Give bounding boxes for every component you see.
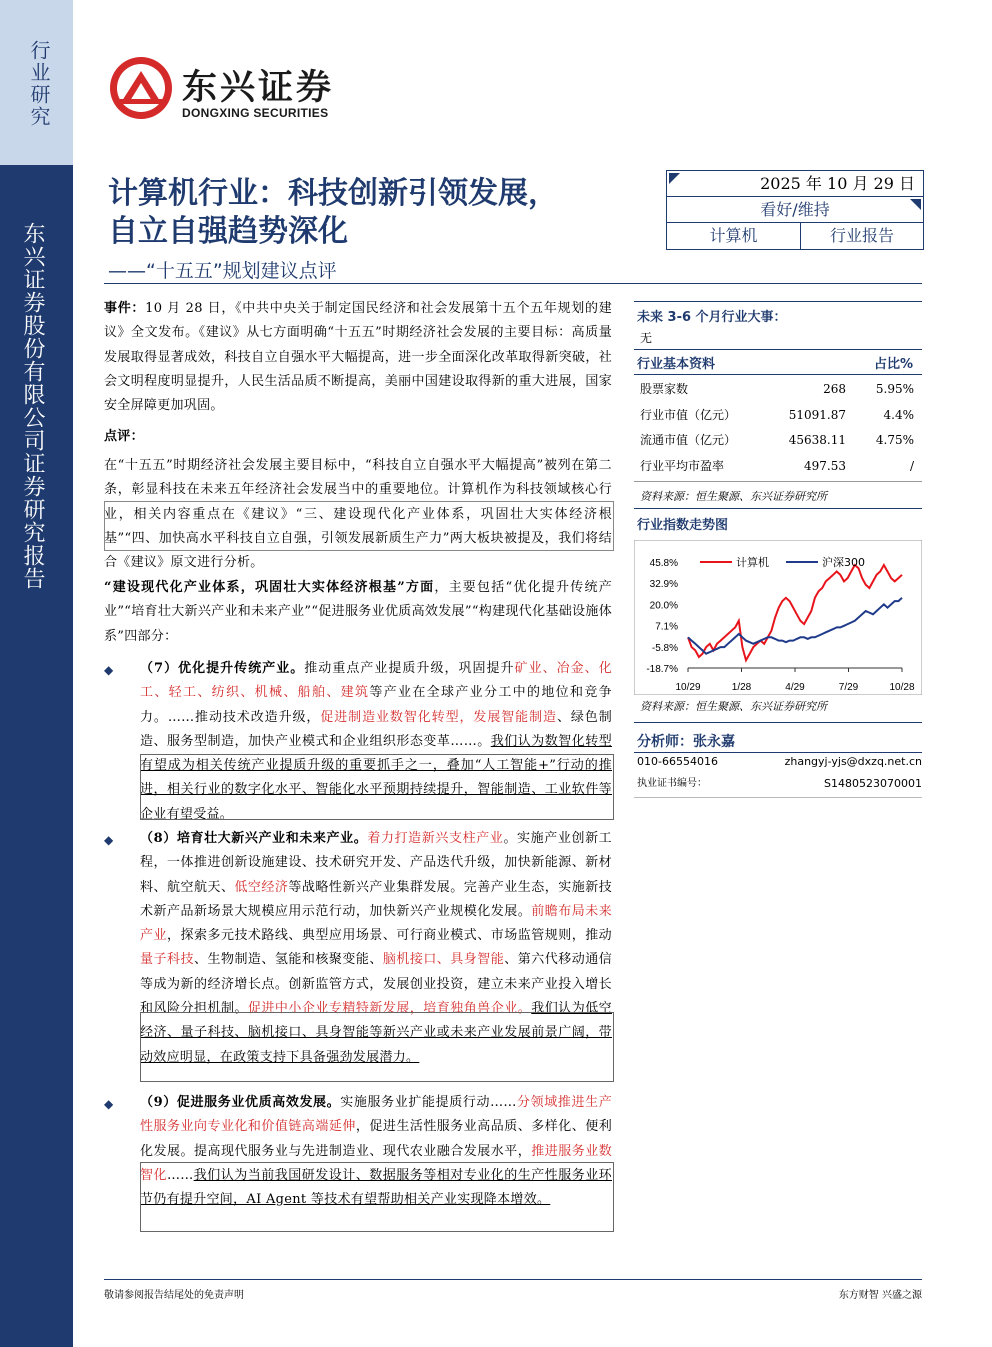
legend-label: 沪深300	[822, 556, 865, 569]
y-tick-label: 32.9%	[649, 579, 678, 591]
basic-row-label: 股票家数	[640, 382, 689, 396]
footer-disclaimer: 敬请参阅报告结尾处的免责声明	[104, 1290, 244, 1301]
x-tick-label: 10/29	[675, 682, 701, 693]
events-title: 未来 3-6 个月行业大事：	[637, 310, 787, 325]
header-divider	[104, 283, 922, 284]
basic-row-label: 行业市值（亿元）	[640, 407, 737, 422]
y-tick-label: 45.8%	[649, 558, 678, 569]
report-title-line1: 计算机行业：科技创新引领发展，	[108, 176, 558, 211]
company-logo-icon	[108, 55, 174, 121]
y-tick-label: -18.7%	[646, 664, 678, 675]
logo-cn-text: 东兴证券	[182, 68, 335, 108]
footer-slogan: 东方财智 兴盛之源	[838, 1290, 922, 1301]
analyst-email[interactable]: zhangyj-yjs@dxzq.net.cn	[784, 755, 922, 768]
paragraph-1: 在“十五五”时期经济社会发展主要目标中，“科技自立自强水平大幅提高”被列在第二条，彰显科技在未来五年经济社会发展当中的重要地位。计算机作为科技领域核心行业，相关内容重点在《建议》“三、建设现代化产业体系，巩固壮大实体经济根基”“四、加快高水平科技自立自强，引领发展新质生产力”两大板块被提及，我们将结合《建议》原文进行分析。	[104, 458, 612, 571]
right-divider	[634, 349, 922, 350]
basic-row-ratio: 5.95%	[875, 382, 914, 396]
bullet-icon: ◆	[104, 1097, 114, 1111]
basic-row-value: 51091.87	[788, 407, 846, 422]
x-tick-label: 10/28	[889, 682, 915, 693]
highlight-box	[140, 754, 614, 820]
x-tick-label: 7/29	[838, 682, 859, 693]
footer-divider	[104, 1279, 922, 1280]
basic-row-label: 行业平均市盈率	[640, 458, 725, 473]
right-divider	[634, 374, 922, 375]
info-box	[666, 170, 924, 250]
basic-row-value: 268	[823, 382, 846, 396]
basic-row-ratio: 4.75%	[875, 433, 914, 447]
analyst-title: 分析师：张永嘉	[637, 734, 735, 750]
industry-tag: 计算机	[667, 223, 801, 249]
x-tick-label: 4/29	[785, 682, 805, 693]
right-divider	[634, 508, 922, 509]
comment-label: 点评：	[104, 429, 144, 444]
sidebar-top-label: 行业研究	[27, 40, 51, 128]
y-tick-label: 7.1%	[655, 621, 678, 633]
highlight-box	[104, 501, 614, 551]
right-divider	[634, 301, 922, 302]
rating-badge: 看好/维持	[667, 197, 923, 223]
source-note: 资料来源：恒生聚源、东兴证券研究所	[640, 700, 827, 713]
ratio-header: 占比%	[874, 357, 914, 372]
basic-row-label: 流通市值（亿元）	[640, 433, 737, 447]
basic-info-title: 行业基本资料	[637, 357, 716, 372]
report-title-line2: 自立自强趋势深化	[108, 214, 348, 249]
cert-number: S1480523070001	[824, 777, 922, 790]
bullet-icon: ◆	[104, 833, 114, 847]
basic-row-ratio: 4.4%	[883, 407, 914, 422]
cert-label: 执业证书编号：	[637, 778, 707, 789]
report-date: 2025 年 10 月 29 日	[667, 171, 923, 197]
basic-row-value: 45638.11	[788, 433, 846, 447]
logo-en-text: DONGXING SECURITIES	[182, 106, 329, 120]
source-note: 资料来源：恒生聚源、东兴证券研究所	[640, 490, 827, 503]
bullet-icon: ◆	[104, 663, 114, 677]
right-divider	[634, 481, 922, 482]
event-paragraph: 事件：10 月 28 日，《中共中央关于制定国民经济和社会发展第十五个五年规划的建议》全文发布。《建议》从七方面明确“十五五”时期经济社会发展的主要目标：高质量发展取得显著成效，科技自立自强水平大幅提高，进一步全面深化改革取得新突破，社会文明程度明显提升，人民生活品质不断提高，美丽中国建设取得新的重大进展，国家安全屏障更加巩固。	[104, 301, 612, 414]
basic-row-value: 497.53	[804, 458, 846, 473]
y-tick-label: 20.0%	[649, 600, 678, 612]
events-value: 无	[640, 331, 653, 345]
y-tick-label: -5.8%	[651, 642, 678, 654]
basic-row-ratio: /	[909, 458, 914, 473]
x-tick-label: 1/28	[731, 682, 752, 693]
report-type-tag: 行业报告	[829, 226, 894, 245]
bullet-7: （7）优化提升传统产业。推动重点产业提质升级，巩固提升矿业、冶金、化工、轻工、纺织、机械、船舶、建筑等产业在全球产业分工中的地位和竞争力。……推动技术改造升级，促进制造业数智化转型，发展智能制造、绿色制造、服务型制造，加快产业模式和企业组织形态变革……。我们认为数智化转型有望成为相关传统产业提质升级的重要抓手之一，叠加“人工智能+”行动的推进，相关行业的数字化水平、智能化水平预期持续提升，智能制造、工业软件等企业有望受益。	[140, 661, 612, 822]
bullet-8: （8）培育壮大新兴产业和未来产业。着力打造新兴支柱产业。实施产业创新工程，一体推进创新设施建设、技术研究开发、产品迭代升级，加快新能源、新材料、航空航天、低空经济等战略性新兴产业集群发展。完善产业生态，实施新技术新产品新场景大规模应用示范行动，加快新兴产业规模化发展。前瞻布局未来产业，探索多元技术路线、典型应用场景、可行商业模式、市场监管规则，推动量子科技、生物制造、氢能和核聚变能、脑机接口、具身智能、第六代移动通信等成为新的经济增长点。创新监管方式，发展创业投资，建立未来产业投入增长和风险分担机制。促进中小企业专精特新发展，培育独角兽企业。我们认为低空经济、量子科技、脑机接口、具身智能等新兴产业或未来产业发展前景广阔，带动效应明显，在政策支持下具备强劲发展潜力。	[140, 831, 613, 1065]
corner-triangle-icon	[910, 199, 921, 210]
right-divider	[634, 722, 922, 723]
bullet-9: （9）促进服务业优质高效发展。实施服务业扩能提质行动……分领域推进生产性服务业向专业化和价值链高端延伸，促进生活性服务业高品质、多样化、便利化发展。提高现代服务业与先进制造业、现代农业融合发展水平，推进服务业数智化……我们认为当前我国研发设计、数据服务等相对专业化的生产性服务业环节仍有提升空间，AI Agent 等技术有望帮助相关产业实现降本增效。	[140, 1095, 613, 1208]
index-trend-chart	[634, 540, 922, 695]
paragraph-2: “建设现代化产业体系，巩固壮大实体经济根基”方面，主要包括“优化提升传统产业”“培育壮大新兴产业和未来产业”“促进服务业优质高效发展”“构建现代化基础设施体系”四部分：	[104, 580, 613, 644]
sidebar-main-label: 东兴证券股份有限公司证券研究报告	[20, 222, 45, 590]
chart-title: 行业指数走势图	[637, 518, 729, 533]
legend-label: 计算机	[736, 556, 769, 569]
right-divider	[634, 797, 922, 798]
analyst-phone: 010-66554016	[637, 755, 718, 768]
right-divider	[634, 752, 922, 753]
highlight-box	[140, 1162, 614, 1232]
highlight-box	[140, 1012, 614, 1082]
report-subtitle: ——“十五五”规划建议点评	[108, 260, 337, 282]
